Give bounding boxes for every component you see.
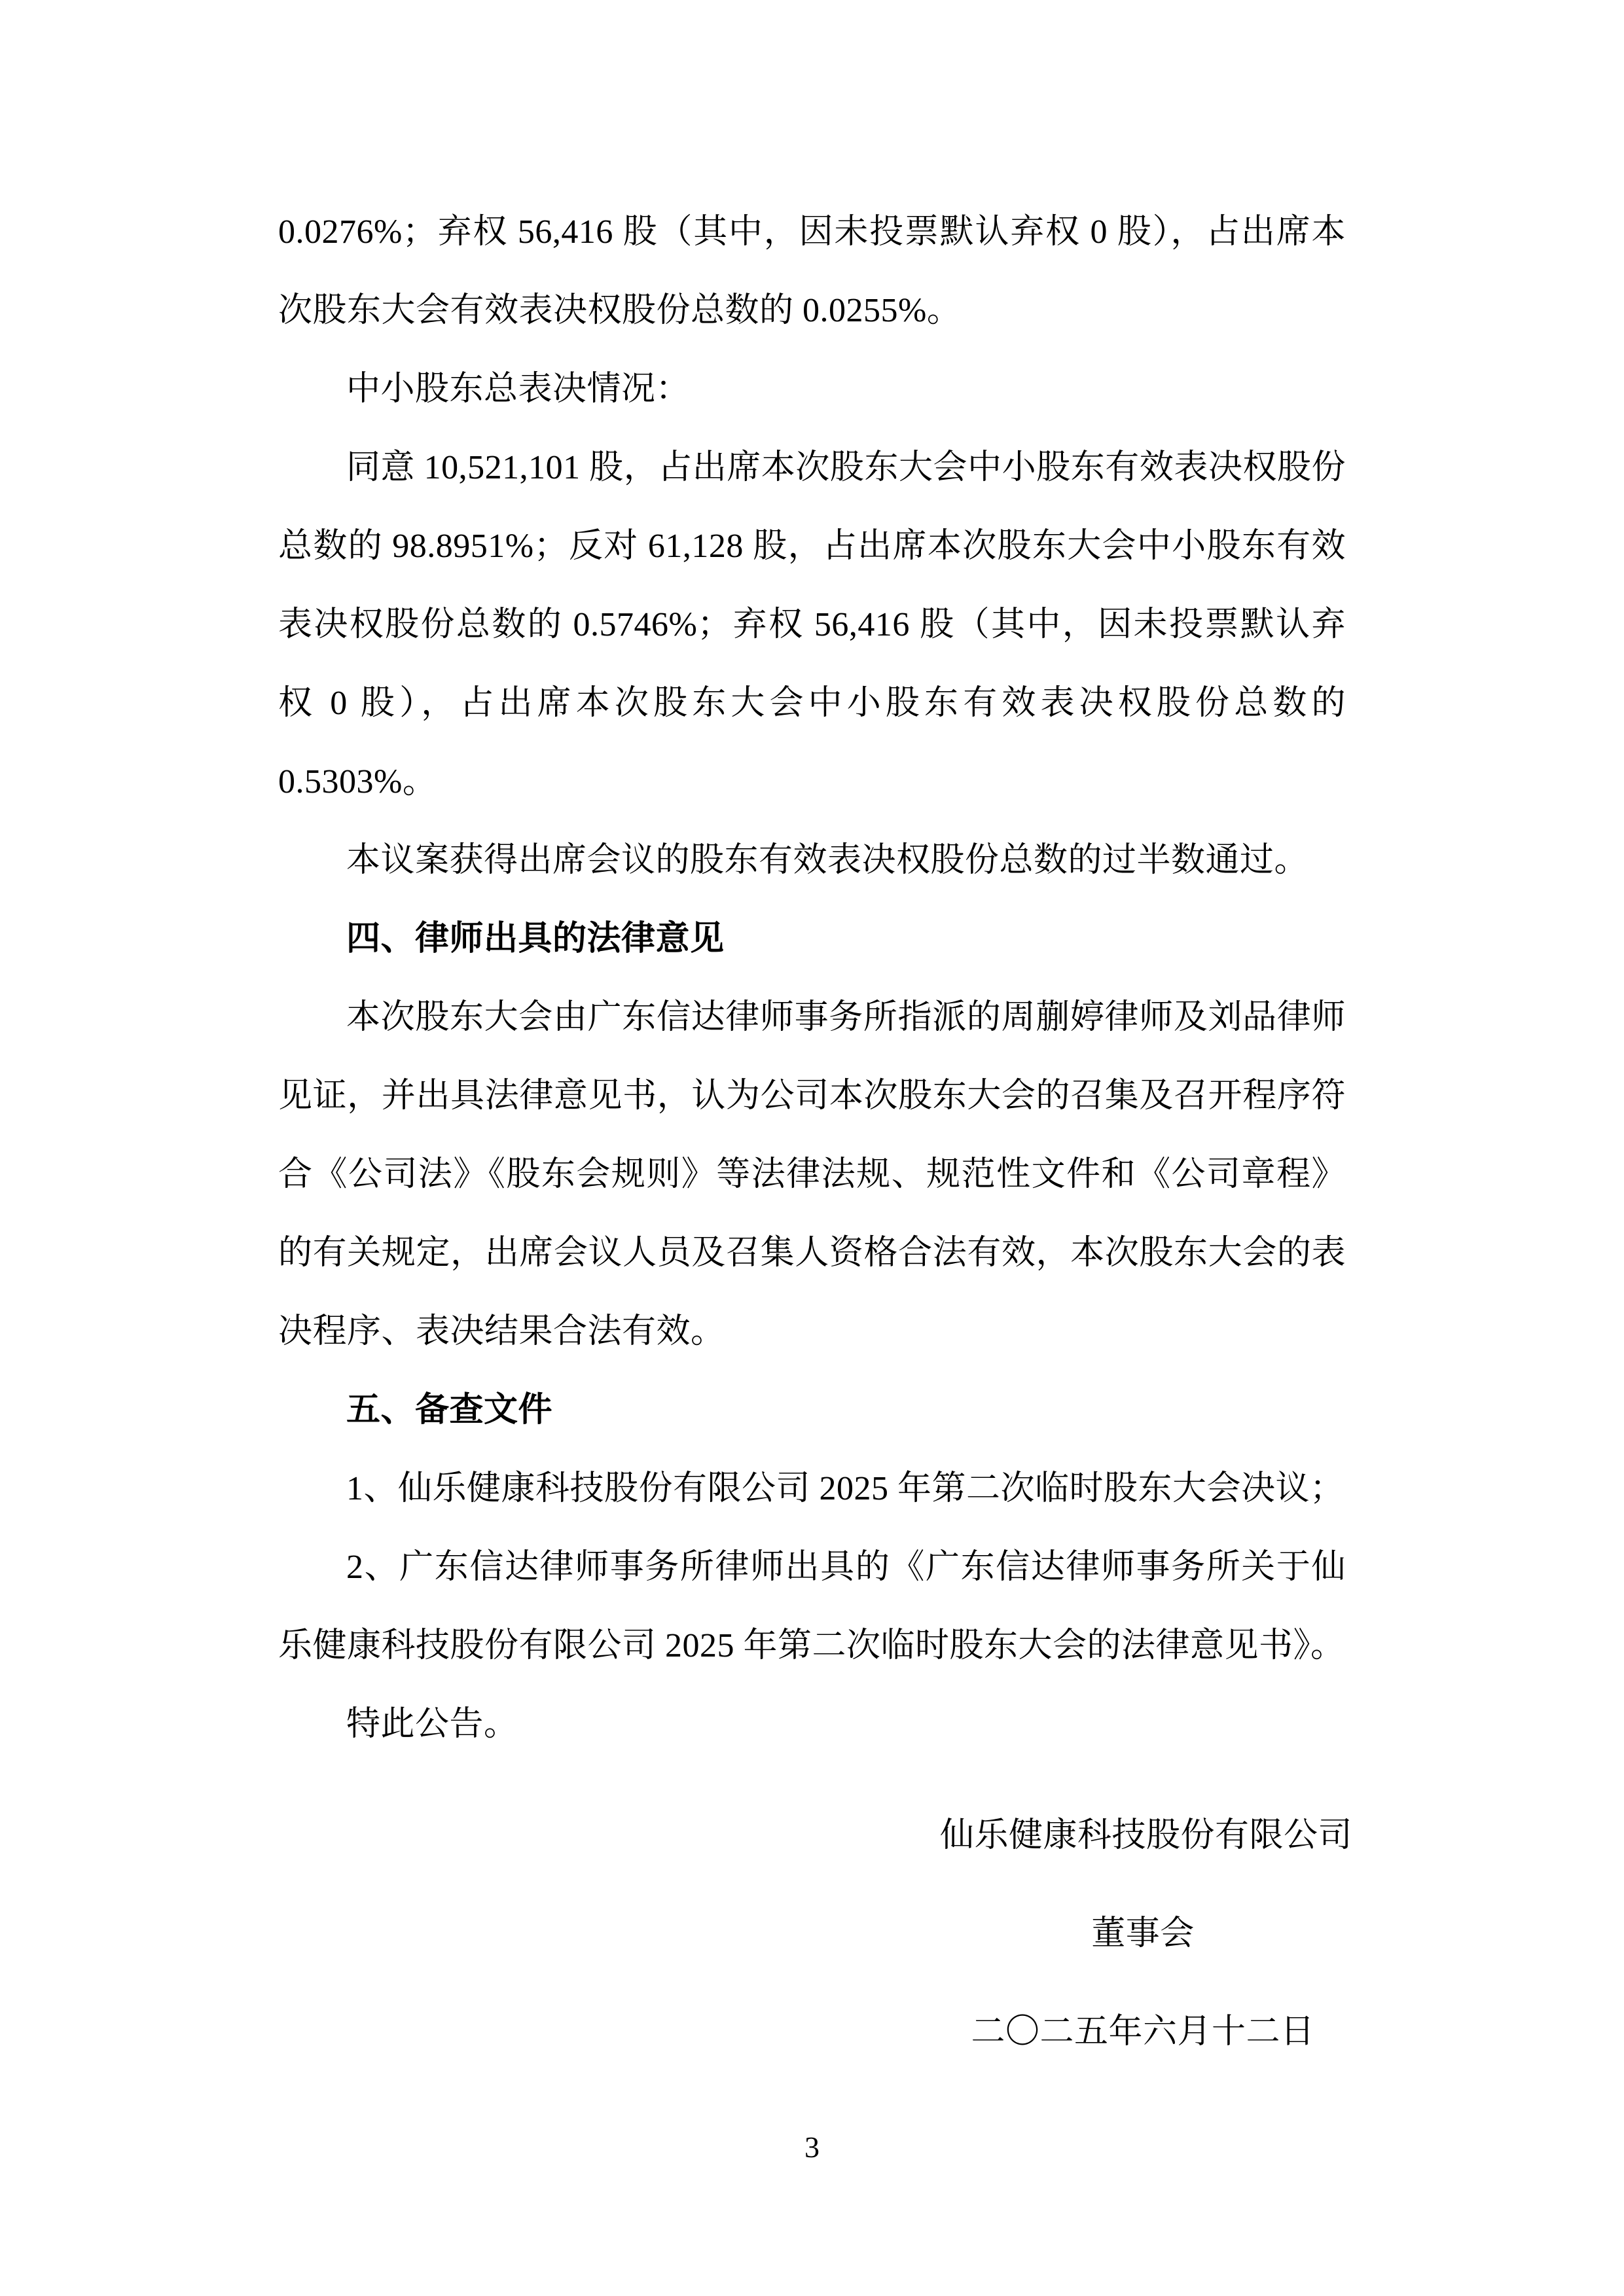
paragraph-reference-document-1: 1、仙乐健康科技股份有限公司 2025 年第二次临时股东大会决议； (346, 1470, 1344, 1507)
paragraph-resolution-passed: 本议案获得出席会议的股东有效表决权股份总数的过半数通过。 (346, 842, 1309, 879)
signature-issuer: 董事会 (1091, 1915, 1195, 1952)
document-body (278, 193, 1353, 2081)
paragraph-vote-result-continued: 0.0276%；弃权 56,416 股（其中，因未投票默认弃权 0 股），占出席本次股东大会有效表决权股份总数的 0.0255%。 (278, 213, 1346, 329)
paragraph-minority-vote-label: 中小股东总表决情况： (346, 370, 691, 408)
section-heading-reference-documents: 五、备查文件 (346, 1391, 553, 1429)
signature-block (940, 1787, 1353, 2081)
paragraph-announcement-closing: 特此公告。 (346, 1706, 518, 1743)
paragraph-minority-vote-detail: 同意 10,521,101 股，占出席本次股东大会中小股东有效表决权股份总数的 98.8951%；反对 61,128 股，占出席本次股东大会中小股东有效表决权股份总数的 0.5746%；弃权 56,416 股（其中，因未投票默认弃权 0 股），占出席本次股东大会中小股东有效表决权股份总数的 0.5303%。 (278, 449, 1346, 800)
section-heading-legal-opinion: 四、律师出具的法律意见 (346, 920, 725, 958)
signature-date: 二〇二五年六月十二日 (971, 2013, 1315, 2051)
paragraph-reference-document-2: 2、广东信达律师事务所律师出具的《广东信达律师事务所关于仙乐健康科技股份有限公司 2025 年第二次临时股东大会的法律意见书》。 (278, 1549, 1346, 1664)
page-number: 3 (804, 2130, 820, 2164)
signature-company-name: 仙乐健康科技股份有限公司 (940, 1817, 1353, 1854)
paragraph-legal-opinion-detail: 本次股东大会由广东信达律师事务所指派的周蒯婷律师及刘品律师见证，并出具法律意见书，认为公司本次股东大会的召集及召开程序符合《公司法》《股东会规则》等法律法规、规范性文件和《公司章程》的有关规定，出席会议人员及召集人资格合法有效，本次股东大会的表决程序、表决结果合法有效。 (278, 999, 1346, 1350)
